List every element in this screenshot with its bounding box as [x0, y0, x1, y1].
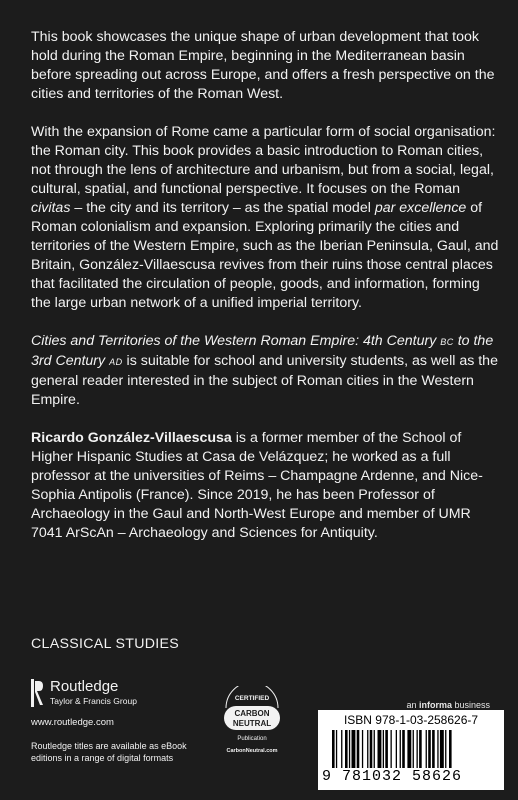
- book-title-bc: BC: [440, 337, 454, 347]
- barcode-bar: [341, 730, 342, 768]
- informa-business-label: [406, 700, 490, 710]
- barcode-bar: [428, 730, 431, 768]
- barcode-bars-icon: [332, 730, 492, 768]
- blurb-p2-text-b: – the city and its territory – as the spatial model: [70, 200, 375, 216]
- book-title-b: to the 3rd Century: [31, 333, 494, 369]
- carbon-neutral-badge-icon: [218, 686, 286, 756]
- barcode-bar: [362, 730, 363, 768]
- barcode-bar: [367, 730, 368, 768]
- informa-brand: informa: [418, 700, 452, 710]
- carbon-site: CarbonNeutral.com: [226, 748, 278, 754]
- barcode-bar: [374, 730, 375, 768]
- back-cover-blurb: [31, 28, 501, 562]
- blurb-paragraph-2: [31, 123, 501, 313]
- barcode-bar: [370, 730, 373, 768]
- book-title-a: Cities and Territories of the Western Roman Empire: 4th Century: [31, 333, 441, 349]
- barcode-bar: [445, 730, 446, 768]
- barcode-bar: [426, 730, 427, 768]
- publisher-logo-text: [50, 679, 137, 707]
- barcode-bar: [402, 730, 405, 768]
- barcode-bar: [336, 730, 337, 768]
- barcode-digits: 9 781032 58626: [322, 768, 463, 785]
- publisher-name: Routledge: [50, 678, 119, 695]
- publisher-url: www.routledge.com: [31, 717, 114, 728]
- barcode-bar: [385, 730, 388, 768]
- barcode-bar: [352, 730, 356, 768]
- barcode-bar: [396, 730, 397, 768]
- blurb-p2-text-c: of Roman colonialism and expansion. Exploring primarily the cities and territories of the Western Empire, such as the Iberian Peninsula, Gaul, and Britain, González-Villaescusa revives from their ruins those central places that facilitated the circulation of people, goods, and information, forming the large urban network of a unified imperial territory.: [31, 200, 499, 311]
- barcode-bar: [413, 730, 414, 768]
- barcode-bar: [432, 730, 435, 768]
- publisher-group: Taylor & Francis Group: [50, 696, 137, 706]
- barcode-bar: [400, 730, 401, 768]
- barcode-bar: [440, 730, 444, 768]
- blurb-p2-text-a: With the expansion of Rome came a particular form of social organisation: the Roman city. This book provides a basic introduction to Roman cities, not through the lens of architecture and urbanism, but from a social, legal, cultural, spatial, and functional perspective. It focuses on the Roman: [31, 124, 496, 197]
- barcode-bar: [357, 730, 360, 768]
- barcode-bar: [417, 730, 418, 768]
- barcode-bar: [349, 730, 350, 768]
- carbon-line1: CARBON: [234, 709, 270, 718]
- author-bio: [31, 429, 501, 543]
- blurb-par-excellence: par excellence: [374, 200, 467, 216]
- subject-category: CLASSICAL STUDIES: [31, 636, 180, 652]
- author-name: Ricardo González-Villaescusa: [31, 430, 232, 446]
- barcode-bar: [419, 730, 422, 768]
- barcode-bar: [437, 730, 438, 768]
- barcode-bar: [391, 730, 392, 768]
- informa-suffix: business: [451, 700, 490, 710]
- blurb-paragraph-1: This book showcases the unique shape of urban development that took hold during the Roman Empire, beginning in the Mediterranean basin before spreading out across Europe, and offers a fresh perspective on the cities and territories of the Roman West.: [31, 29, 495, 102]
- isbn-label: ISBN 978-1-03-258626-7: [343, 713, 479, 727]
- blurb-paragraph-3: [31, 332, 501, 410]
- carbon-line2: NEUTRAL: [232, 719, 272, 728]
- barcode-bar: [332, 730, 335, 768]
- isbn-barcode: [318, 710, 504, 790]
- barcode-bar: [407, 730, 411, 768]
- blurb-civitas: civitas: [31, 200, 71, 216]
- barcode-bar: [449, 730, 452, 768]
- carbon-sub: Publication: [237, 736, 267, 742]
- carbon-certified: CERTIFIED: [234, 695, 270, 702]
- ebook-note: Routledge titles are available as eBook editions in a range of digital formats: [31, 741, 187, 763]
- blurb-p3-rest: is suitable for school and university students, as well as the general reader interested in the subject of Roman cities in the Western Empire.: [31, 353, 498, 408]
- barcode-bar: [383, 730, 384, 768]
- informa-prefix: an: [406, 700, 419, 710]
- routledge-r-logo-icon: [31, 679, 44, 707]
- author-bio-text: is a former member of the School of Higher Hispanic Studies at Casa de Velázquez; he worked as a full professor at the universities of Reims – Champagne Ardenne, and Nice-Sophia Antipolis (France). Since 2019, he has been Professor of Archaeology in the Gaul and North-West Europe and member of UMR 7041 ArScAn – Archaeology and Sciences for Antiquity.: [31, 430, 483, 541]
- barcode-bar: [345, 730, 348, 768]
- barcode-bar: [378, 730, 382, 768]
- book-title-ad: AD: [109, 357, 123, 367]
